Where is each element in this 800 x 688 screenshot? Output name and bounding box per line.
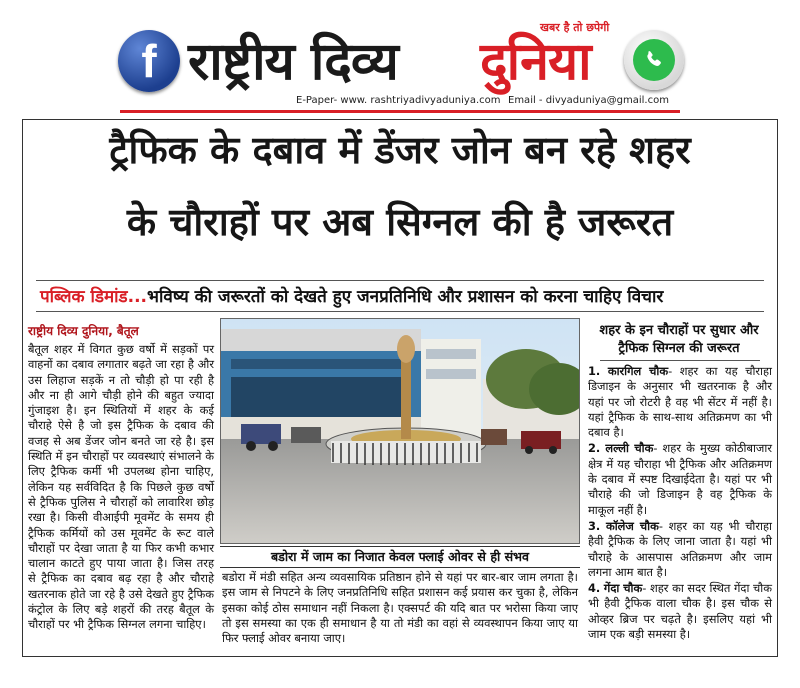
chowk-item-text: - शहर का यह चौराहा डिजाइन के अनुसार भी खतरनाक है और यहां पर जो रोटरी है वह भी सेंटर में नहीं है। यहां ट्रैफिक के साथ-साथ अतिक्रमण का भी दबाव है। — [588, 364, 773, 440]
whatsapp-icon-inner — [633, 39, 675, 81]
sidebar-heading: शहर के इन चौराहों पर सुधार और ट्रैफिक सिग्नल की जरूरत — [599, 323, 759, 356]
chowk-item — [588, 519, 772, 580]
sub-article-body: बडोरा में मंडी सहित अन्य व्यवसायिक प्रतिष्ठान होने से यहां पर बार-बार जाम लगता है। इस जाम से निपटने के लिए जनप्रतिनिधि सहित प्रशासन कई प्रयास कर चुका है, लेकिन इसका कोई ठोस समाधान नहीं निकला है। एक्सपर्ट की यदि बात पर भरोसा किया जाए तो इस समस्या का एक ही समाधान है या तो मंडी का वहां से व्यवस्थापन किया जाए या फिर फ्लाई ओवर बनाया जाए। — [222, 570, 578, 646]
masthead-name-part1: राष्ट्रीय दिव्य — [188, 32, 398, 92]
chowk-item-num: 2. — [588, 441, 601, 456]
chowk-item-name: कॉलेज चौक — [605, 518, 659, 533]
subhead — [40, 284, 760, 307]
headline-line1: ट्रैफिक के दबाव में डेंजर जोन बन रहे शहर — [109, 128, 691, 172]
chowk-item-num: 4. — [588, 581, 601, 596]
chowk-item — [588, 581, 772, 642]
byline: राष्ट्रीय दिव्य दुनिया, बैतूल — [28, 324, 139, 338]
chowk-item — [588, 441, 772, 517]
subhead-bottom-rule — [36, 311, 764, 312]
epaper-url[interactable]: E-Paper- www. rashtriyadivyaduniya.com — [296, 95, 501, 106]
chowk-list — [588, 364, 772, 643]
chowk-item-name: लल्ली चौक — [605, 441, 654, 456]
chowk-item-num: 1. — [588, 364, 601, 378]
chowk-photo-illustration — [221, 319, 579, 543]
contact-email[interactable]: Email - divyaduniya@gmail.com — [508, 95, 669, 106]
chowk-item — [588, 364, 772, 440]
chowk-item-name: कारगिल चौक — [607, 364, 669, 378]
chowk-item-name: गेंदा चौक — [603, 581, 643, 596]
subhead-label: पब्लिक डिमांड... — [40, 287, 147, 307]
article-photo — [220, 318, 580, 544]
subhead-top-rule — [36, 280, 764, 281]
masthead-tagline: खबर है तो छपेगी — [540, 21, 610, 34]
masthead-divider — [120, 110, 680, 113]
subhead-text: भविष्य की जरूरतों को देखते हुए जनप्रतिनिधि और प्रशासन को करना चाहिए विचार — [147, 287, 664, 307]
chowk-item-num: 3. — [588, 518, 601, 533]
chowk-item-text: - शहर का यह भी चौराहा हैवी ट्रैफिक के लिए जाना जाता है। यहां भी चौराहे के आसपास अतिक्रमण और जाम लगना आम बात है। — [588, 518, 772, 579]
sub-article-heading: बडोरा में जाम का निजात केवल फ्लाई ओवर से ही संभव — [220, 546, 580, 568]
phone-icon — [642, 48, 666, 72]
masthead-name-part2: दुनिया — [480, 32, 591, 92]
headline-line2: के चौराहों पर अब सिग्नल की है जरूरत — [126, 200, 674, 244]
chowk-item-text: - शहर के मुख्य कोठीबाजार क्षेत्र में यह चौराहा भी ट्रैफिक और अतिक्रमण के दबाव में स्पष्ट दिखाईदेता है। यहां पर भी चौराहे की जो डिजाइन है वह ट्रैफिक के माकूल नहीं है। — [588, 441, 772, 517]
whatsapp-icon[interactable] — [624, 30, 684, 90]
sidebar-heading-rule — [600, 360, 760, 361]
facebook-letter: f — [141, 35, 157, 87]
chowk-item-text: - शहर का सदर स्थित गेंदा चौक भी हैवी ट्रैफिक वाला चौक है। इस चौक से ओव्हर ब्रिज पर चढ़ते है। इसलिए यहां भी जाम एक बड़ी समस्या है। — [588, 581, 772, 642]
facebook-icon[interactable] — [118, 30, 180, 92]
article-body-left: बैतूल शहर में विगत कुछ वर्षो में सड़कों पर वाहनों का दबाव लगातार बढ़ते जा रहा है और उस लिहाज सड़कें न तो चौड़ी हो पा रही है और ना ही आगे चौड़ी होने की बहुत ज्यादा गुंजाइश है। इन स्थितियों में शहर के कई चौराहे ऐसे है जो इस ट्रैफिक के दबाव की वजह से अब डेंजर जोन बनते जा रहे है। इस स्थिति में इन चौराहों पर व्यवस्थाएं संभालने के लिए ट्रैफिक कर्मी भी उपलब्ध होना चाहिए, लेकिन यह सर्वविदित है कि पिछले कुछ वर्षो से ट्रैफिक पुलिस ने चौराहों को लावारिश छोड़ रखा है। किसी वीआईपी मूवमेंट के समय ही ट्रैफिक कर्मियों को उस मूवमेंट के रूट वाले चौराहों पर देखा जाता है या फिर कभी कभार चालान काटते हुए पाया जाता है। जिस तरह से ट्रैफिक का दबाव बढ़ रहा है और चौराहे खतरनाक होते जा रहे है उसे देखते हुए ट्रैफिक कंट्रोल के लिए बड़े शहरों की तरह बैतूल के चौराहों पर भी ट्रैफिक सिग्नल लगना चाहिए। — [28, 342, 214, 632]
